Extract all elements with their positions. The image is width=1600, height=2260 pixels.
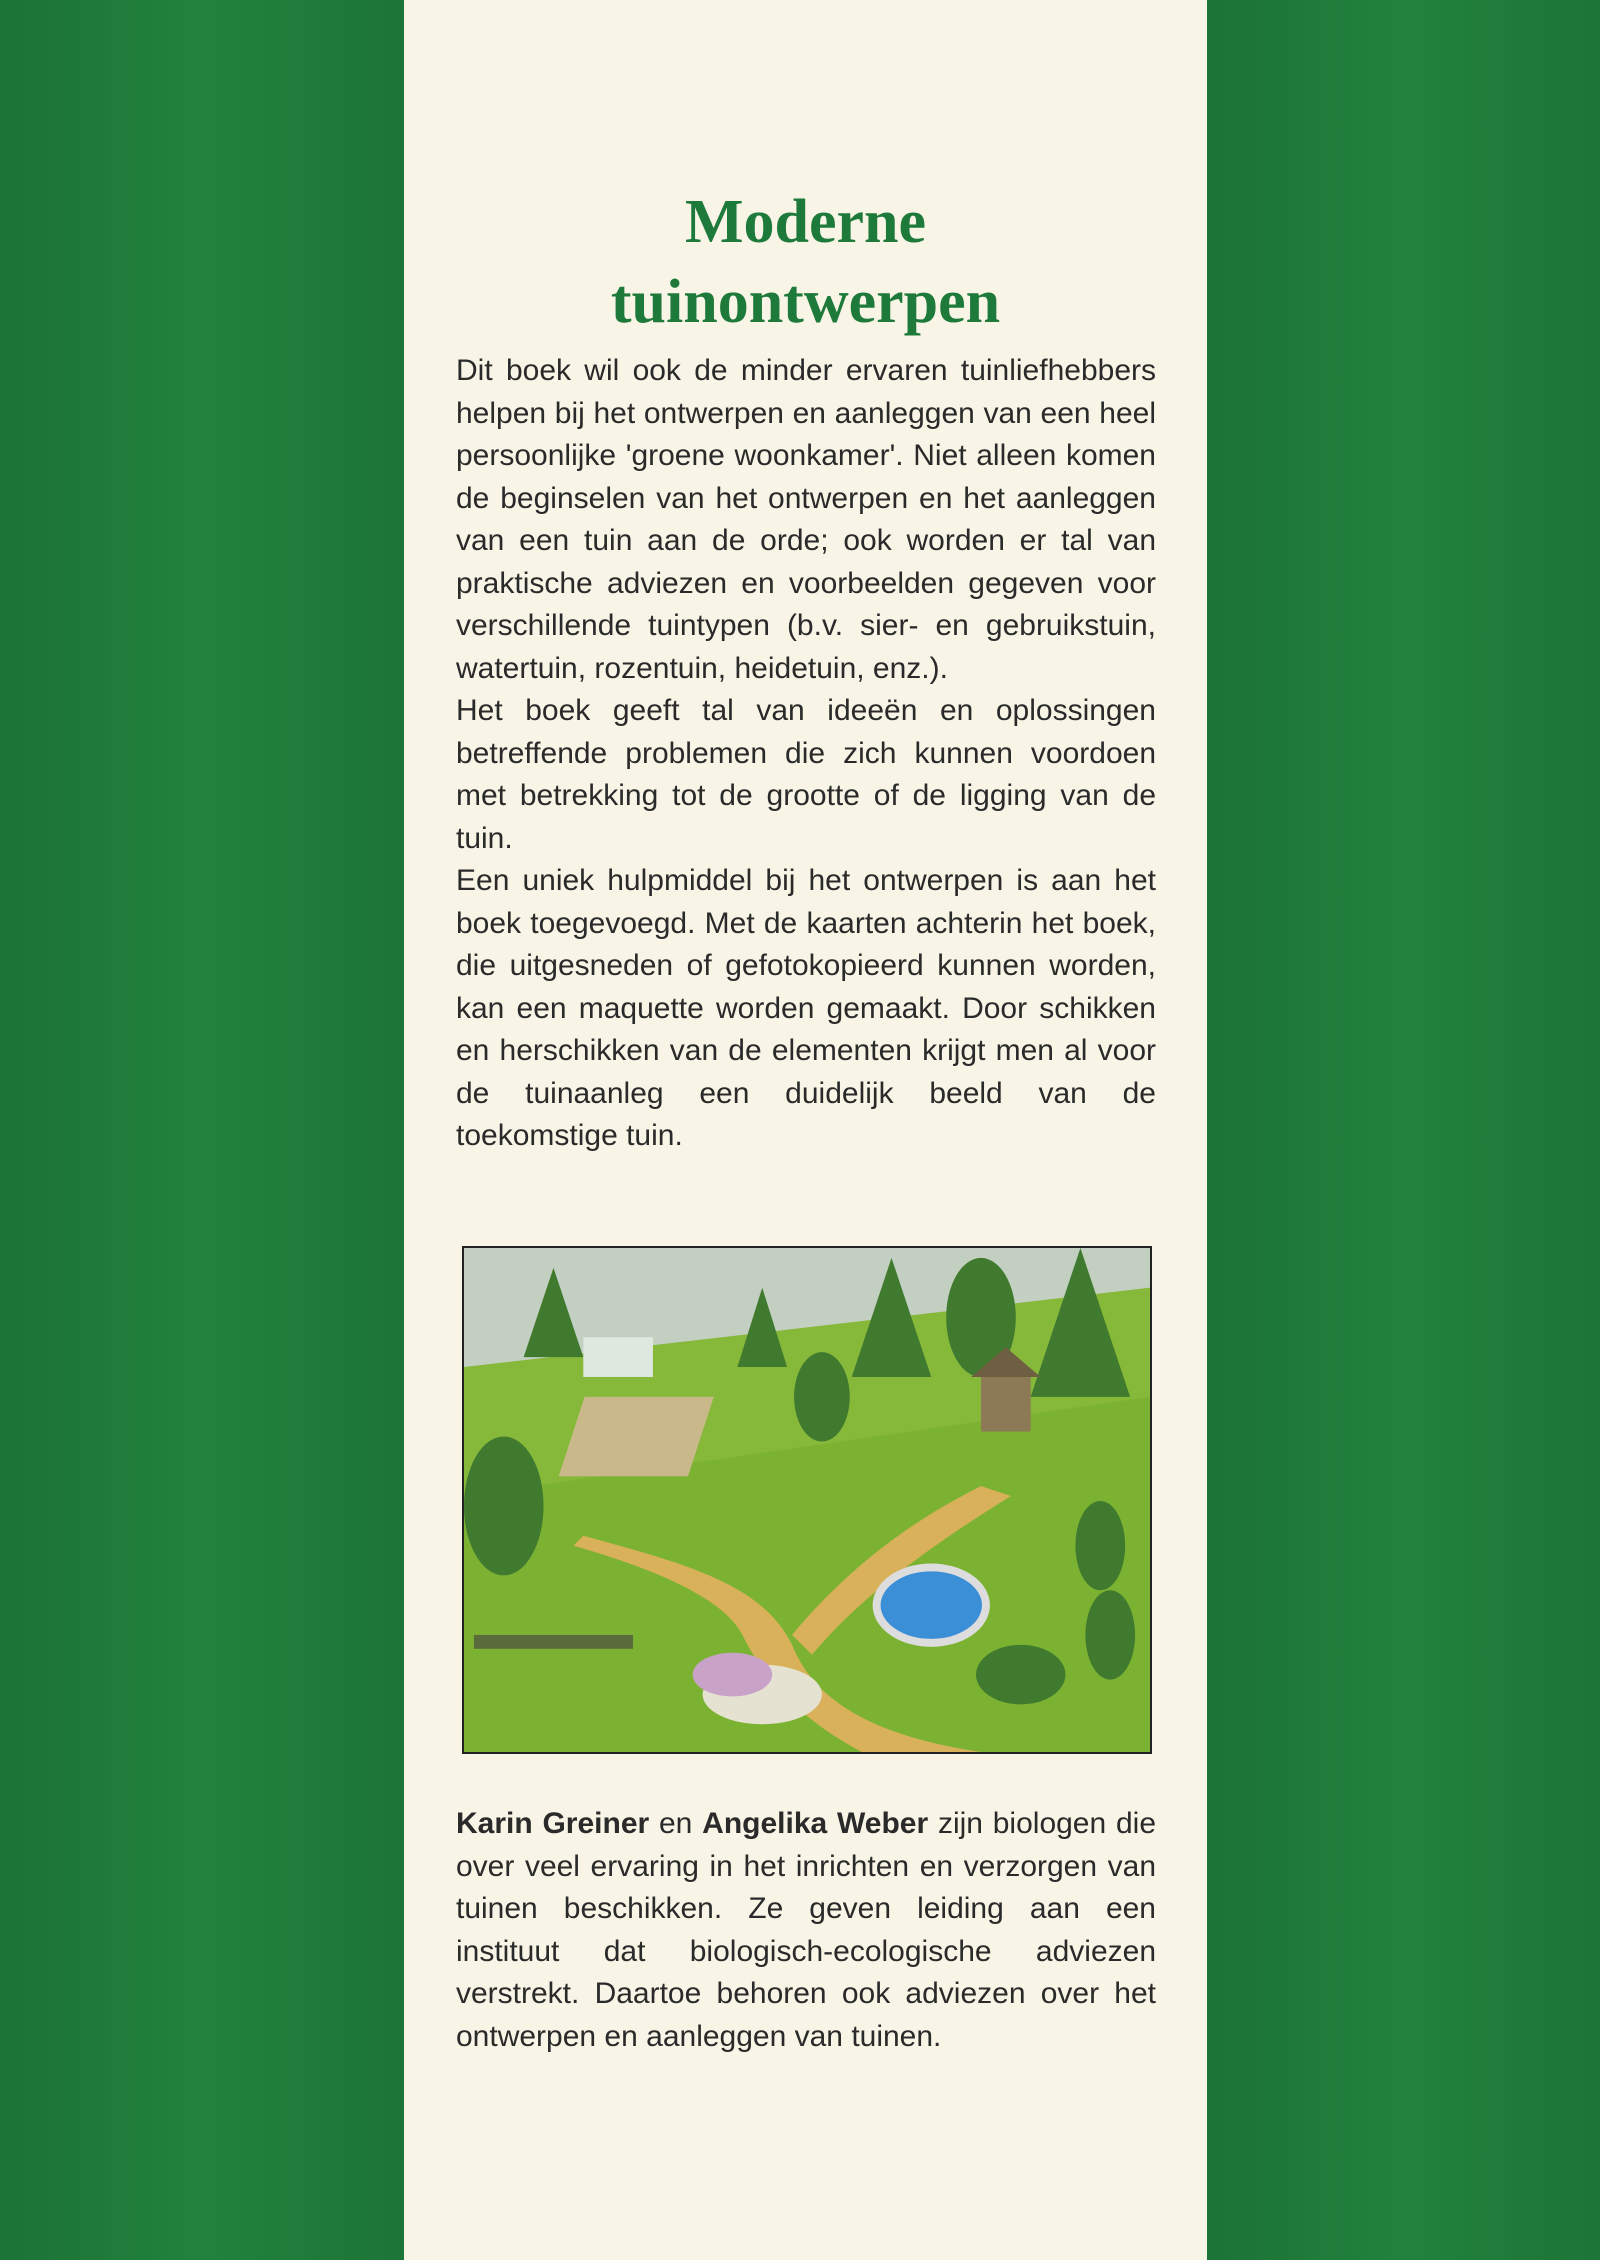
cover-left-band [0, 0, 404, 2260]
blurb-paragraph-3: Een uniek hulpmiddel bij het ontwerpen is aan het boek toegevoegd. Met de kaarten achterin het boek, die uitgesneden of gefotokopieerd kunnen worden, kan een maquette worden gemaakt. Door schikken en herschikken van de elementen krijgt men al voor de tuinaanleg een duidelijk beeld van de toekomstige tuin. [456, 864, 1156, 1152]
title-line-2: tuinontwerpen [610, 267, 1001, 336]
title-line-1: Moderne [684, 187, 927, 256]
book-title [404, 182, 1207, 342]
author-1: Karin Greiner [456, 1807, 650, 1840]
author-bio [456, 1803, 1156, 2058]
author-bio-text: zijn biologen die over veel ervaring in het inrichten en verzorgen van tuinen beschikken. Ze geven leiding aan een instituut dat biologisch-ecologische adviezen verstrekt. Daartoe behoren ook adviezen over het ontwerpen en aanleggen van tuinen. [456, 1807, 1156, 2053]
blurb-paragraph-1: Dit boek wil ook de minder ervaren tuinliefhebbers helpen bij het ontwerpen en aanleggen van een heel persoonlijke 'groene woonkamer'. Niet alleen komen de beginselen van het ontwerpen en het aanleggen van een tuin aan de orde; ook worden er tal van praktische adviezen en voorbeelden gegeven voor verschillende tuintypen (b.v. sier- en gebruikstuin, watertuin, rozentuin, heidetuin, enz.). [456, 354, 1156, 685]
author-conjunction: en [658, 1807, 693, 1840]
garden-model-illustration [464, 1248, 1150, 1752]
blurb [456, 350, 1156, 1158]
cover-right-band [1207, 0, 1600, 2260]
garden-model-photo [462, 1246, 1152, 1754]
author-2: Angelika Weber [702, 1807, 929, 1840]
back-cover-panel [404, 0, 1207, 2260]
blurb-paragraph-2: Het boek geeft tal van ideeën en oplossingen betreffende problemen die zich kunnen voordoen met betrekking tot de grootte of de ligging van de tuin. [456, 694, 1156, 855]
